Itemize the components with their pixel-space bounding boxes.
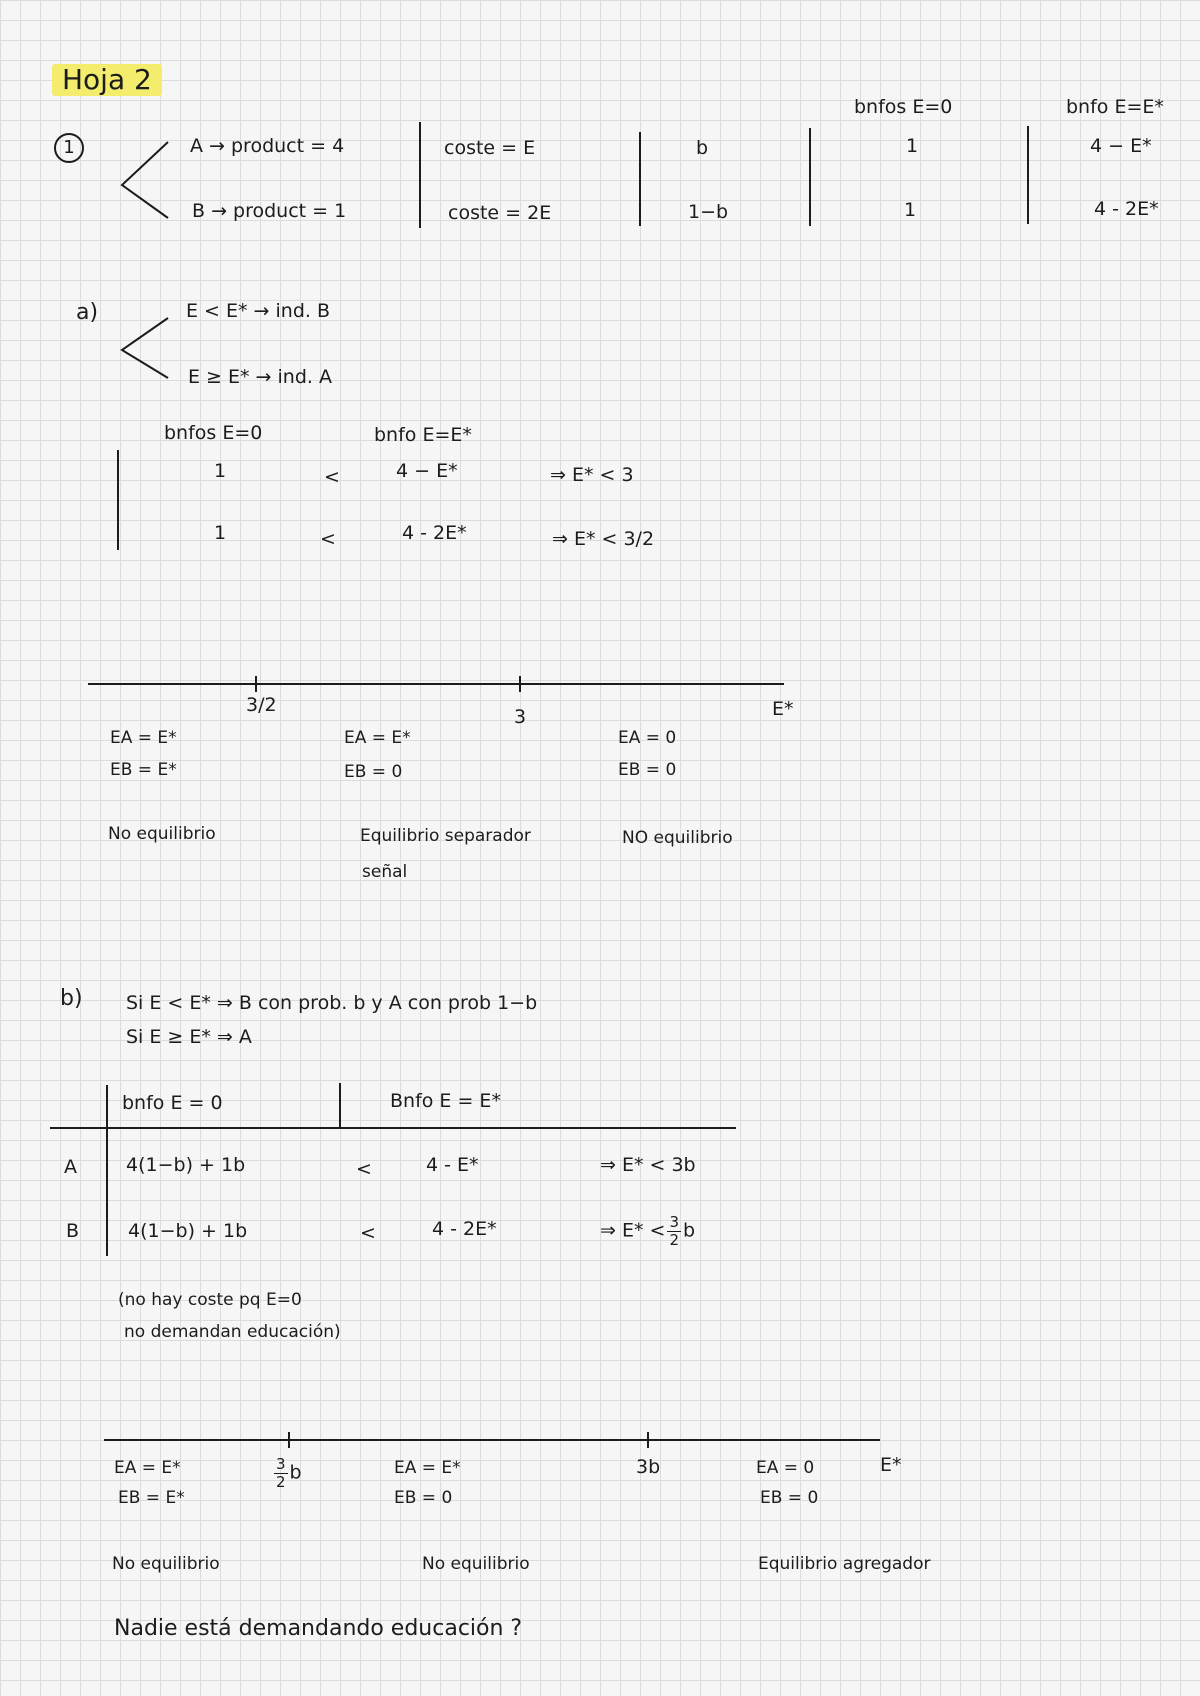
b-table-head-benefit-e0: bnfo E = 0 — [122, 1092, 223, 1114]
b-zone1-note: No equilibrio — [112, 1554, 220, 1574]
b-row-a-rhs: 4 - E* — [426, 1154, 479, 1176]
a-axis-tick-label-1: 3/2 — [246, 694, 277, 716]
b-final-question: Nadie está demandando educación ? — [114, 1616, 523, 1641]
a-row2-rhs: 4 - 2E* — [402, 522, 467, 544]
ex1-row-b-cost: coste = 2E — [448, 202, 552, 224]
b-zone2-line2: EB = 0 — [394, 1488, 453, 1508]
a-zone1-line2: EB = E* — [110, 760, 177, 780]
a-row1-rhs: 4 − E* — [396, 460, 458, 482]
b-zone3-line2: EB = 0 — [760, 1488, 819, 1508]
b-zone1-line1: EA = E* — [114, 1458, 181, 1478]
ex1-row-a-prob: b — [696, 137, 709, 159]
a-branch-1: E < E* → ind. B — [186, 300, 331, 322]
a-row1-op: < — [324, 466, 340, 488]
b-axis-tick-post: b — [289, 1461, 302, 1484]
ex1-row-a-benefit-e0: 1 — [906, 135, 919, 157]
b-condition-line-2: Si E ≥ E* ⇒ A — [126, 1026, 252, 1048]
ex1-row-b-prob: 1−b — [688, 201, 729, 223]
b-row-b-result-post: b — [682, 1219, 696, 1242]
b-note-line-1: (no hay coste pq E=0 — [118, 1290, 302, 1310]
b-row-b-rhs: 4 - 2E* — [432, 1218, 497, 1240]
ex1-row-a-arrow: A → product = 4 — [190, 135, 345, 157]
part-a-label: a) — [76, 300, 99, 325]
b-row-b-op: < — [360, 1222, 376, 1244]
b-zone2-note: No equilibrio — [422, 1554, 530, 1574]
b-row-a-result: ⇒ E* < 3b — [600, 1154, 696, 1176]
b-zone1-line2: EB = E* — [118, 1488, 185, 1508]
a-head-benefit-estar: bnfo E=E* — [374, 424, 472, 446]
a-branch-2: E ≥ E* → ind. A — [188, 366, 332, 388]
b-note-line-2: no demandan educación) — [124, 1322, 341, 1342]
b-table-head-benefit-estar: Bnfo E = E* — [390, 1090, 501, 1112]
a-zone3-line1: EA = 0 — [618, 728, 677, 748]
b-zone2-line1: EA = E* — [394, 1458, 461, 1478]
a-zone2-note1: Equilibrio separador — [360, 826, 531, 846]
ex1-head-benefit-estar: bnfo E=E* — [1066, 96, 1164, 118]
b-axis-tick-fraction — [274, 1456, 288, 1490]
fraction-denominator: 2 — [669, 1230, 679, 1249]
b-row-a-op: < — [356, 1158, 372, 1180]
a-row1-result: ⇒ E* < 3 — [550, 464, 634, 486]
a-axis-tick-label-2: 3 — [514, 706, 527, 728]
fraction-denominator: 2 — [276, 1472, 286, 1491]
a-row1-lhs: 1 — [214, 460, 227, 482]
b-axis-end-label: E* — [880, 1454, 902, 1476]
fraction-numerator: 3 — [276, 1455, 286, 1473]
a-zone3-note: NO equilibrio — [622, 828, 733, 848]
a-zone2-note2: señal — [362, 862, 408, 882]
b-row-a-lhs: 4(1−b) + 1b — [126, 1154, 246, 1176]
ex1-branch-lines — [122, 142, 168, 218]
a-zone1-line1: EA = E* — [110, 728, 177, 748]
a-branch-lines — [122, 318, 168, 378]
part-b-label: b) — [60, 986, 83, 1011]
b-row-b-result-fraction — [667, 1214, 681, 1248]
b-zone3-line1: EA = 0 — [756, 1458, 815, 1478]
a-zone2-line2: EB = 0 — [344, 762, 403, 782]
a-zone1-note: No equilibrio — [108, 824, 216, 844]
a-zone2-line1: EA = E* — [344, 728, 411, 748]
b-zone3-note: Equilibrio agregador — [758, 1554, 931, 1574]
ex1-row-b-arrow: B → product = 1 — [192, 200, 347, 222]
ex1-row-a-cost: coste = E — [444, 137, 536, 159]
a-head-benefit-e0: bnfos E=0 — [164, 422, 263, 444]
a-row2-op: < — [320, 528, 336, 550]
ex1-head-benefit-e0: bnfos E=0 — [854, 96, 953, 118]
exercise-number: 1 — [54, 133, 84, 163]
b-row-b-lhs: 4(1−b) + 1b — [128, 1220, 248, 1242]
a-zone3-line2: EB = 0 — [618, 760, 677, 780]
page-title: Hoja 2 — [52, 64, 162, 96]
ex1-row-a-benefit-estar: 4 − E* — [1090, 135, 1152, 157]
b-row-b-result — [600, 1214, 695, 1248]
b-row-b-label: B — [66, 1220, 80, 1242]
ex1-row-b-benefit-e0: 1 — [904, 199, 917, 221]
ex1-row-b-benefit-estar: 4 - 2E* — [1094, 198, 1159, 220]
a-row2-result: ⇒ E* < 3/2 — [552, 528, 655, 550]
b-axis-tick-label-1 — [272, 1456, 302, 1490]
b-condition-line-1: Si E < E* ⇒ B con prob. b y A con prob 1−b — [126, 992, 538, 1014]
b-axis-tick-label-2: 3b — [636, 1456, 661, 1478]
a-row2-lhs: 1 — [214, 522, 227, 544]
fraction-numerator: 3 — [669, 1213, 679, 1231]
b-row-b-result-pre: ⇒ E* < — [600, 1219, 666, 1242]
a-axis-end-label: E* — [772, 698, 794, 720]
b-row-a-label: A — [64, 1156, 77, 1178]
